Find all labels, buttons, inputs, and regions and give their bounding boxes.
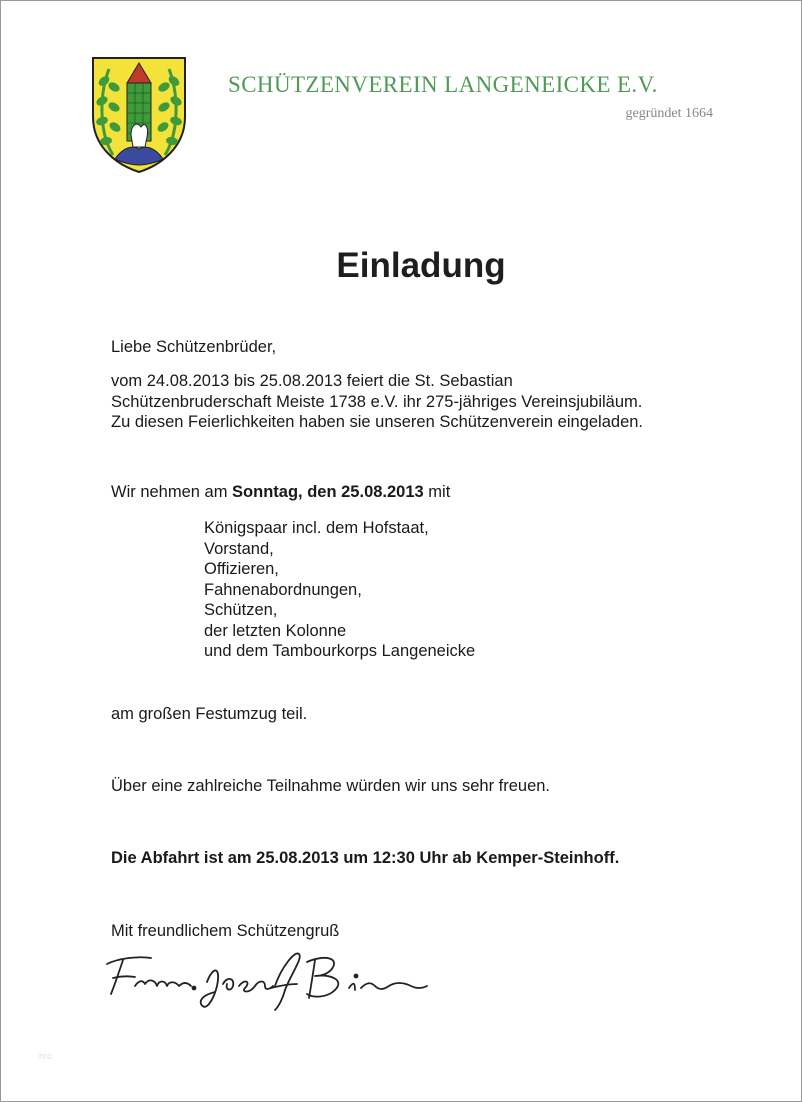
list-item: und dem Tambourkorps Langeneicke: [204, 642, 476, 660]
intro-paragraph: [111, 371, 643, 433]
coat-of-arms-icon: [89, 55, 189, 175]
greeting: Liebe Schützenbrüder,: [111, 338, 277, 356]
list-item: der letzten Kolonne: [204, 621, 347, 640]
list-item: Fahnenabordnungen,: [204, 580, 362, 599]
intro-line: vom 24.08.2013 bis 25.08.2013 feiert die St. Sebastian: [111, 372, 513, 390]
request-line: Über eine zahlreiche Teilnahme würden wir uns sehr freuen.: [111, 777, 551, 795]
founded-year: gegründet 1664: [625, 106, 713, 121]
watermark: hro: [39, 1051, 53, 1061]
participation-date: Sonntag, den 25.08.2013: [232, 483, 424, 501]
participation-line: [111, 483, 450, 502]
departure-line: Die Abfahrt ist am 25.08.2013 um 12:30 Uhr ab Kemper-Steinhoff.: [111, 849, 620, 867]
closing-line: Mit freundlichem Schützengruß: [111, 922, 340, 940]
intro-line: Schützenbruderschaft Meiste 1738 e.V. ihr 275-jähriges Vereinsjubiläum.: [111, 392, 643, 411]
club-name: SCHÜTZENVEREIN LANGENEICKE E.V.: [228, 72, 658, 97]
list-item: Schützen,: [204, 601, 278, 619]
participant-list: [204, 518, 475, 662]
letter-title: Einladung: [336, 246, 506, 285]
participation-suffix: mit: [423, 483, 451, 501]
list-item: Offizieren,: [204, 560, 279, 578]
intro-line: Zu diesen Feierlichkeiten haben sie unseren Schützenverein eingeladen.: [111, 413, 644, 431]
handwritten-signature: [99, 946, 429, 1016]
participation-prefix: Wir nehmen am: [111, 483, 233, 501]
list-item: Königspaar incl. dem Hofstaat,: [204, 519, 429, 537]
list-item: Vorstand,: [204, 539, 274, 558]
parade-line: am großen Festumzug teil.: [111, 705, 308, 723]
